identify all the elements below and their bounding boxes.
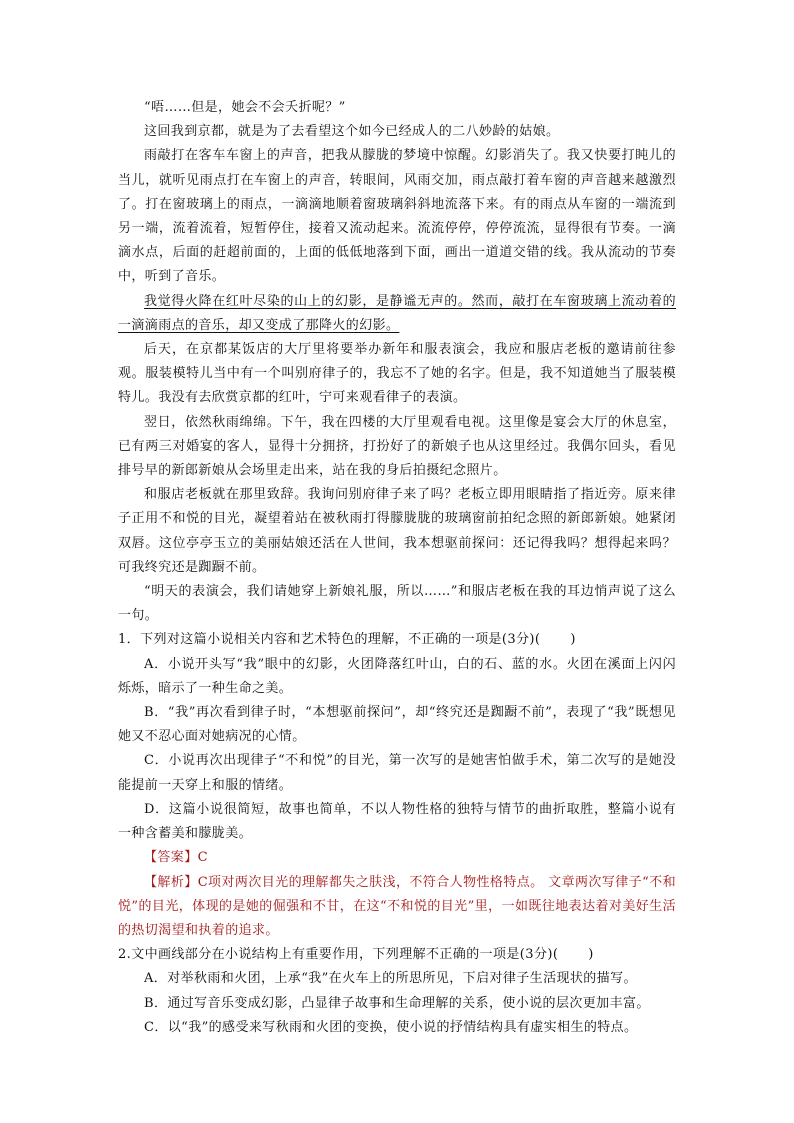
question-1-option-b: B．“我”再次看到律子时，“本想驱前探问”，却“终究还是踟蹰不前”，表现了“我”既想见她又不忍心面对她病况的心情。 bbox=[118, 705, 676, 745]
question-1-option-d: D．这篇小说很简短，故事也简单，不以人物性格的独特与情节的曲折取胜，整篇小说有一种含蓄美和朦胧美。 bbox=[118, 801, 676, 842]
story-paragraph-7: 和服店老板就在那里致辞。我询问别府律子来了吗？老板立即用眼睛指了指近旁。原来律子正用不和悦的目光，凝望着站在被秋雨打得朦胧胧的玻璃窗前拍纪念照的新郎新娘。她紧闭双唇。这位亭亭玉立的美丽姑娘还活在人世间，我本想驱前探问：还记得我吗？想得起来吗？可我终究还是踟蹰不前。 bbox=[118, 487, 676, 575]
question-1-option-a: A．小说开头写“我”眼中的幻影，火团降落红叶山，白的石、蓝的水。火团在溪面上闪闪烁烁，暗示了一种生命之美。 bbox=[118, 656, 676, 696]
story-paragraph-3: 雨敲打在客车车窗上的声音，把我从朦胧的梦境中惊醒。幻影消失了。我又快要打盹儿的当儿，就听见雨点打在车窗上的声音，转眼间，风雨交加，雨点敲打着车窗的声音越来越激烈了。打在窗玻璃上的雨点，一滴滴地顺着窗玻璃斜斜地流落下来。有的雨点从车窗的一端流到另一端，流着流着，短暂停住，接着又流动起来。流流停停，停停流流，显得很有节奏。一滴滴水点，后面的赶超前面的，上面的低低地落到下面，画出一道道交错的线。我从流动的节奏中，听到了音乐。 bbox=[118, 148, 676, 285]
question-2-option-a: A．对举秋雨和火团，上承“我”在火车上的所思所见，下启对律子生活现状的描写。 bbox=[144, 971, 637, 987]
story-paragraph-5: 后天，在京都某饭店的大厅里将要举办新年和服表演会，我应和服店老板的邀请前往参观。服装模特儿当中有一个叫别府律子的，我忘不了她的名字。但是，我不知道她当了服装模特儿。我没有去欣赏京都的红叶，宁可来观看律子的表演。 bbox=[118, 342, 676, 406]
story-paragraph-8: “明天的表演会，我们请她穿上新娘礼服，所以……”和服店老板在我的耳边悄声说了这么一句。 bbox=[118, 584, 676, 624]
story-paragraph-2: 这回我到京都，就是为了去看望这个如今已经成人的二八妙龄的姑娘。 bbox=[144, 124, 560, 140]
question-1-stem: 1．下列对这篇小说相关内容和艺术特色的理解，不正确的一项是(3分)( ) bbox=[118, 632, 576, 648]
underlined-passage: 我觉得火降在红叶尽染的山上的幻影，是静谧无声的。然而，敲打在车窗玻璃上流动着的一滴滴雨点的音乐，却又变成了那降火的幻影。 bbox=[118, 293, 676, 333]
question-1-answer: 【答案】C bbox=[144, 850, 208, 866]
question-2-stem: 2.文中画线部分在小说结构上有重要作用，下列理解不正确的一项是(3分)( ) bbox=[118, 947, 594, 963]
document-body bbox=[118, 96, 676, 1040]
analysis-label: 【解析】 bbox=[144, 874, 198, 890]
question-2-option-b: B．通过写音乐变成幻影，凸显律子故事和生命理解的关系，使小说的层次更加丰富。 bbox=[144, 995, 650, 1011]
story-paragraph-1: “唔……但是，她会不会夭折呢？” bbox=[144, 100, 346, 115]
question-2-option-c: C．以“我”的感受来写秋雨和火团的变换，使小说的抒情结构具有虚实相生的特点。 bbox=[144, 1019, 638, 1035]
question-1-option-c: C．小说再次出现律子“不和悦”的目光，第一次写的是她害怕做手术，第二次写的是她没能提前一天穿上和服的情绪。 bbox=[118, 753, 676, 793]
analysis-text: C项对两次目光的理解都失之肤浅，不符合人物性格特点。 文章两次写律子“不和悦”的目光，体现的是她的倔强和不甘，在这“不和悦的目光”里，一如既往地表达着对美好生活的热切渴望和执着的追求。 bbox=[118, 874, 676, 938]
story-paragraph-4-underlined bbox=[118, 290, 676, 338]
question-1-analysis bbox=[118, 871, 676, 944]
story-paragraph-6: 翌日，依然秋雨绵绵。下午，我在四楼的大厅里观看电视。这里像是宴会大厅的休息室，已有两三对婚宴的客人，显得十分拥挤，打扮好了的新娘子也从这里经过。我偶尔回头，看见排号早的新郎新娘从会场里走出来，站在我的身后拍摄纪念照片。 bbox=[118, 414, 676, 479]
